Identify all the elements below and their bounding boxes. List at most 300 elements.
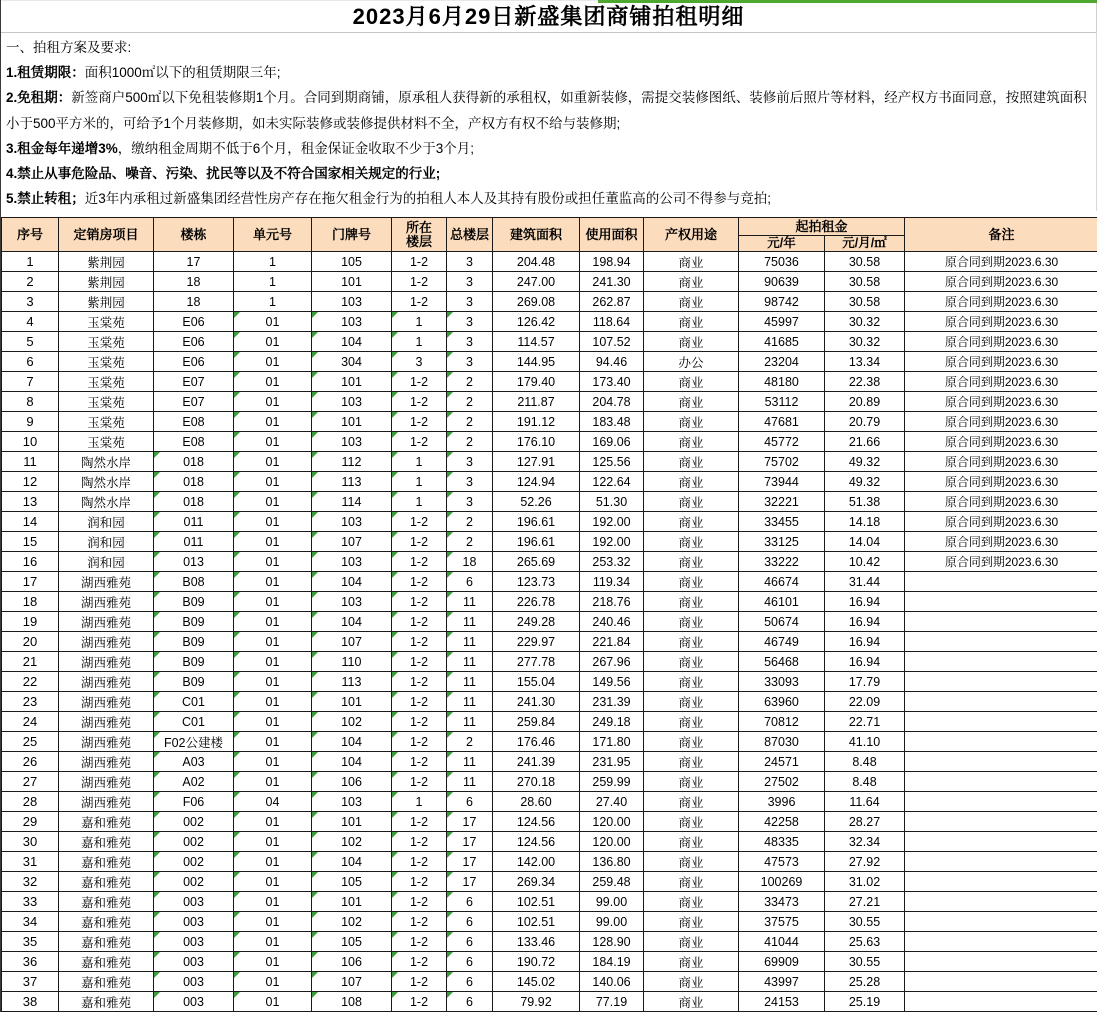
table-cell[interactable]: 原合同到期2023.6.30 bbox=[905, 252, 1097, 272]
table-cell[interactable]: 28 bbox=[2, 792, 59, 812]
table-cell[interactable]: B09 bbox=[154, 652, 234, 672]
table-cell[interactable]: 26 bbox=[2, 752, 59, 772]
table-cell[interactable]: 湖西雅苑 bbox=[59, 592, 154, 612]
table-cell[interactable]: 128.90 bbox=[580, 932, 644, 952]
table-cell[interactable]: 003 bbox=[154, 992, 234, 1012]
table-cell[interactable]: 7 bbox=[2, 372, 59, 392]
table-cell[interactable]: 商业 bbox=[644, 612, 739, 632]
table-cell[interactable]: 003 bbox=[154, 912, 234, 932]
table-cell[interactable] bbox=[905, 772, 1097, 792]
table-cell[interactable]: 270.18 bbox=[493, 772, 580, 792]
table-cell[interactable]: E07 bbox=[154, 392, 234, 412]
table-cell[interactable]: 商业 bbox=[644, 572, 739, 592]
table-cell[interactable]: 1-2 bbox=[392, 252, 447, 272]
table-cell[interactable]: 11 bbox=[2, 452, 59, 472]
table-cell[interactable]: 11 bbox=[447, 752, 493, 772]
table-cell[interactable]: 30.32 bbox=[825, 312, 905, 332]
table-cell[interactable]: 商业 bbox=[644, 292, 739, 312]
table-cell[interactable]: 101 bbox=[312, 412, 392, 432]
table-cell[interactable]: 136.80 bbox=[580, 852, 644, 872]
table-cell[interactable]: 114 bbox=[312, 492, 392, 512]
table-cell[interactable]: 1-2 bbox=[392, 852, 447, 872]
table-cell[interactable]: 嘉和雅苑 bbox=[59, 872, 154, 892]
table-cell[interactable]: 原合同到期2023.6.30 bbox=[905, 532, 1097, 552]
table-cell[interactable]: 49.32 bbox=[825, 452, 905, 472]
table-cell[interactable]: 304 bbox=[312, 352, 392, 372]
table-cell[interactable]: 50674 bbox=[739, 612, 825, 632]
table-cell[interactable]: 玉棠苑 bbox=[59, 432, 154, 452]
table-cell[interactable]: 77.19 bbox=[580, 992, 644, 1012]
table-cell[interactable]: 190.72 bbox=[493, 952, 580, 972]
table-cell[interactable]: 49.32 bbox=[825, 472, 905, 492]
table-cell[interactable]: B09 bbox=[154, 672, 234, 692]
table-cell[interactable]: 126.42 bbox=[493, 312, 580, 332]
table-cell[interactable]: 1-2 bbox=[392, 832, 447, 852]
table-cell[interactable]: 2 bbox=[447, 512, 493, 532]
table-cell[interactable]: 3 bbox=[392, 352, 447, 372]
table-cell[interactable]: 1 bbox=[234, 292, 312, 312]
table-cell[interactable]: 商业 bbox=[644, 652, 739, 672]
table-cell[interactable]: 27502 bbox=[739, 772, 825, 792]
table-cell[interactable] bbox=[905, 632, 1097, 652]
table-cell[interactable]: 22.38 bbox=[825, 372, 905, 392]
table-cell[interactable]: 18 bbox=[154, 272, 234, 292]
table-cell[interactable]: 267.96 bbox=[580, 652, 644, 672]
table-cell[interactable]: 1-2 bbox=[392, 892, 447, 912]
table-cell[interactable]: 87030 bbox=[739, 732, 825, 752]
table-cell[interactable]: 1 bbox=[234, 252, 312, 272]
table-cell[interactable]: 229.97 bbox=[493, 632, 580, 652]
table-cell[interactable]: 24153 bbox=[739, 992, 825, 1012]
table-cell[interactable]: 265.69 bbox=[493, 552, 580, 572]
table-cell[interactable]: 湖西雅苑 bbox=[59, 632, 154, 652]
table-cell[interactable]: 商业 bbox=[644, 592, 739, 612]
col-header-project[interactable]: 定销房项目 bbox=[59, 218, 154, 252]
table-cell[interactable]: 01 bbox=[234, 772, 312, 792]
table-cell[interactable]: E06 bbox=[154, 332, 234, 352]
table-cell[interactable]: 2 bbox=[447, 432, 493, 452]
table-cell[interactable]: 221.84 bbox=[580, 632, 644, 652]
table-cell[interactable]: 103 bbox=[312, 512, 392, 532]
table-cell[interactable]: 25.28 bbox=[825, 972, 905, 992]
table-cell[interactable]: B08 bbox=[154, 572, 234, 592]
table-cell[interactable]: 3 bbox=[447, 352, 493, 372]
table-cell[interactable]: 155.04 bbox=[493, 672, 580, 692]
table-cell[interactable]: 36 bbox=[2, 952, 59, 972]
table-cell[interactable]: 商业 bbox=[644, 892, 739, 912]
table-cell[interactable]: 002 bbox=[154, 832, 234, 852]
table-cell[interactable]: 003 bbox=[154, 952, 234, 972]
table-cell[interactable]: 104 bbox=[312, 732, 392, 752]
table-cell[interactable]: 6 bbox=[447, 992, 493, 1012]
table-cell[interactable]: A03 bbox=[154, 752, 234, 772]
table-cell[interactable]: 196.61 bbox=[493, 532, 580, 552]
table-cell[interactable]: 1-2 bbox=[392, 752, 447, 772]
table-cell[interactable]: 29 bbox=[2, 812, 59, 832]
table-cell[interactable]: 013 bbox=[154, 552, 234, 572]
table-cell[interactable]: 241.39 bbox=[493, 752, 580, 772]
table-cell[interactable]: 原合同到期2023.6.30 bbox=[905, 432, 1097, 452]
table-cell[interactable]: 商业 bbox=[644, 732, 739, 752]
table-cell[interactable]: 259.84 bbox=[493, 712, 580, 732]
table-cell[interactable]: 1 bbox=[392, 312, 447, 332]
table-cell[interactable]: 11 bbox=[447, 632, 493, 652]
table-cell[interactable]: 6 bbox=[447, 912, 493, 932]
col-header-remark[interactable]: 备注 bbox=[905, 218, 1097, 252]
table-cell[interactable]: 商业 bbox=[644, 392, 739, 412]
table-cell[interactable]: 17 bbox=[447, 812, 493, 832]
table-cell[interactable]: 湖西雅苑 bbox=[59, 772, 154, 792]
table-cell[interactable]: 231.95 bbox=[580, 752, 644, 772]
table-cell[interactable]: 43997 bbox=[739, 972, 825, 992]
table-cell[interactable]: 106 bbox=[312, 952, 392, 972]
table-cell[interactable]: 01 bbox=[234, 432, 312, 452]
table-cell[interactable]: 22 bbox=[2, 672, 59, 692]
table-cell[interactable]: E08 bbox=[154, 412, 234, 432]
table-cell[interactable]: 47681 bbox=[739, 412, 825, 432]
table-cell[interactable]: 018 bbox=[154, 492, 234, 512]
table-cell[interactable]: 3 bbox=[447, 472, 493, 492]
table-cell[interactable]: 31.44 bbox=[825, 572, 905, 592]
table-cell[interactable]: 商业 bbox=[644, 932, 739, 952]
table-cell[interactable]: 1-2 bbox=[392, 292, 447, 312]
table-cell[interactable]: 196.61 bbox=[493, 512, 580, 532]
table-cell[interactable]: 1 bbox=[392, 492, 447, 512]
table-cell[interactable]: 124.56 bbox=[493, 812, 580, 832]
table-cell[interactable]: 11 bbox=[447, 592, 493, 612]
table-cell[interactable]: 原合同到期2023.6.30 bbox=[905, 492, 1097, 512]
table-cell[interactable]: 5 bbox=[2, 332, 59, 352]
col-header-rent-per-month-sqm[interactable]: 元/月/㎡ bbox=[825, 236, 905, 252]
table-cell[interactable]: 1-2 bbox=[392, 692, 447, 712]
table-cell[interactable]: 11 bbox=[447, 692, 493, 712]
table-cell[interactable]: 14 bbox=[2, 512, 59, 532]
table-cell[interactable]: 011 bbox=[154, 512, 234, 532]
table-cell[interactable]: 湖西雅苑 bbox=[59, 792, 154, 812]
table-cell[interactable]: 商业 bbox=[644, 532, 739, 552]
table-cell[interactable]: 01 bbox=[234, 572, 312, 592]
table-cell[interactable]: 商业 bbox=[644, 872, 739, 892]
table-cell[interactable]: 45772 bbox=[739, 432, 825, 452]
table-cell[interactable]: 218.76 bbox=[580, 592, 644, 612]
table-cell[interactable]: 商业 bbox=[644, 432, 739, 452]
table-cell[interactable]: 商业 bbox=[644, 792, 739, 812]
table-cell[interactable]: 14.04 bbox=[825, 532, 905, 552]
table-cell[interactable]: 100269 bbox=[739, 872, 825, 892]
table-cell[interactable]: 商业 bbox=[644, 712, 739, 732]
table-cell[interactable]: B09 bbox=[154, 592, 234, 612]
table-cell[interactable]: 3996 bbox=[739, 792, 825, 812]
table-cell[interactable]: 玉棠苑 bbox=[59, 372, 154, 392]
table-cell[interactable]: F02公建楼 bbox=[154, 732, 234, 752]
table-cell[interactable]: 原合同到期2023.6.30 bbox=[905, 412, 1097, 432]
table-cell[interactable]: 30.55 bbox=[825, 912, 905, 932]
table-cell[interactable]: 1-2 bbox=[392, 432, 447, 452]
table-cell[interactable]: 110 bbox=[312, 652, 392, 672]
table-cell[interactable] bbox=[905, 652, 1097, 672]
table-cell[interactable]: 120.00 bbox=[580, 832, 644, 852]
table-cell[interactable]: 38 bbox=[2, 992, 59, 1012]
table-cell[interactable]: 20 bbox=[2, 632, 59, 652]
table-cell[interactable]: 6 bbox=[447, 892, 493, 912]
table-cell[interactable]: 11 bbox=[447, 712, 493, 732]
table-cell[interactable]: 113 bbox=[312, 472, 392, 492]
table-cell[interactable]: 01 bbox=[234, 972, 312, 992]
table-cell[interactable]: 11 bbox=[447, 672, 493, 692]
table-cell[interactable]: 15 bbox=[2, 532, 59, 552]
table-cell[interactable]: 011 bbox=[154, 532, 234, 552]
table-cell[interactable]: 1-2 bbox=[392, 932, 447, 952]
table-cell[interactable]: 1-2 bbox=[392, 772, 447, 792]
table-cell[interactable]: 191.12 bbox=[493, 412, 580, 432]
table-cell[interactable]: 1-2 bbox=[392, 732, 447, 752]
table-cell[interactable]: 1-2 bbox=[392, 592, 447, 612]
table-cell[interactable]: 45997 bbox=[739, 312, 825, 332]
table-cell[interactable]: 商业 bbox=[644, 992, 739, 1012]
table-cell[interactable]: 144.95 bbox=[493, 352, 580, 372]
table-cell[interactable]: 105 bbox=[312, 872, 392, 892]
table-cell[interactable]: 34 bbox=[2, 912, 59, 932]
table-cell[interactable]: 133.46 bbox=[493, 932, 580, 952]
table-cell[interactable]: 1 bbox=[392, 332, 447, 352]
table-cell[interactable]: 17 bbox=[2, 572, 59, 592]
table-cell[interactable]: 211.87 bbox=[493, 392, 580, 412]
table-cell[interactable]: 37575 bbox=[739, 912, 825, 932]
table-cell[interactable]: 118.64 bbox=[580, 312, 644, 332]
table-cell[interactable]: 2 bbox=[447, 372, 493, 392]
table-cell[interactable]: 46101 bbox=[739, 592, 825, 612]
table-cell[interactable]: 湖西雅苑 bbox=[59, 612, 154, 632]
table-cell[interactable]: 31 bbox=[2, 852, 59, 872]
table-cell[interactable]: 嘉和雅苑 bbox=[59, 852, 154, 872]
table-cell[interactable]: 240.46 bbox=[580, 612, 644, 632]
table-cell[interactable]: 8.48 bbox=[825, 752, 905, 772]
table-cell[interactable]: 253.32 bbox=[580, 552, 644, 572]
table-cell[interactable]: 204.78 bbox=[580, 392, 644, 412]
table-cell[interactable]: 25.63 bbox=[825, 932, 905, 952]
table-cell[interactable]: 商业 bbox=[644, 452, 739, 472]
table-cell[interactable]: 01 bbox=[234, 632, 312, 652]
table-cell[interactable]: 104 bbox=[312, 852, 392, 872]
table-cell[interactable]: 18 bbox=[447, 552, 493, 572]
table-cell[interactable]: 140.06 bbox=[580, 972, 644, 992]
table-cell[interactable]: 商业 bbox=[644, 252, 739, 272]
table-cell[interactable]: 125.56 bbox=[580, 452, 644, 472]
table-cell[interactable]: 17 bbox=[447, 832, 493, 852]
col-header-usage[interactable]: 产权用途 bbox=[644, 218, 739, 252]
table-cell[interactable]: 003 bbox=[154, 932, 234, 952]
table-cell[interactable]: 11.64 bbox=[825, 792, 905, 812]
table-cell[interactable]: 商业 bbox=[644, 272, 739, 292]
table-cell[interactable] bbox=[905, 832, 1097, 852]
table-cell[interactable]: 104 bbox=[312, 752, 392, 772]
table-cell[interactable]: 13 bbox=[2, 492, 59, 512]
table-cell[interactable]: 17 bbox=[447, 872, 493, 892]
table-cell[interactable]: 33473 bbox=[739, 892, 825, 912]
col-header-unit[interactable]: 单元号 bbox=[234, 218, 312, 252]
table-cell[interactable]: 226.78 bbox=[493, 592, 580, 612]
table-cell[interactable] bbox=[905, 572, 1097, 592]
table-cell[interactable] bbox=[905, 912, 1097, 932]
table-cell[interactable]: 20.79 bbox=[825, 412, 905, 432]
table-cell[interactable]: 原合同到期2023.6.30 bbox=[905, 332, 1097, 352]
table-cell[interactable]: 商业 bbox=[644, 632, 739, 652]
table-cell[interactable]: 商业 bbox=[644, 812, 739, 832]
table-cell[interactable]: 原合同到期2023.6.30 bbox=[905, 452, 1097, 472]
table-cell[interactable]: 嘉和雅苑 bbox=[59, 972, 154, 992]
table-cell[interactable]: 94.46 bbox=[580, 352, 644, 372]
table-cell[interactable]: 1-2 bbox=[392, 612, 447, 632]
table-cell[interactable]: 01 bbox=[234, 472, 312, 492]
table-cell[interactable]: 1-2 bbox=[392, 512, 447, 532]
table-cell[interactable]: C01 bbox=[154, 692, 234, 712]
col-header-building[interactable]: 楼栋 bbox=[154, 218, 234, 252]
table-cell[interactable]: 69909 bbox=[739, 952, 825, 972]
table-cell[interactable]: 35 bbox=[2, 932, 59, 952]
table-cell[interactable]: 149.56 bbox=[580, 672, 644, 692]
table-cell[interactable]: 原合同到期2023.6.30 bbox=[905, 312, 1097, 332]
table-cell[interactable]: 27.40 bbox=[580, 792, 644, 812]
col-header-door[interactable]: 门牌号 bbox=[312, 218, 392, 252]
table-cell[interactable]: 37 bbox=[2, 972, 59, 992]
table-cell[interactable]: 商业 bbox=[644, 852, 739, 872]
table-cell[interactable]: 33125 bbox=[739, 532, 825, 552]
table-cell[interactable]: 176.46 bbox=[493, 732, 580, 752]
table-cell[interactable]: 124.94 bbox=[493, 472, 580, 492]
table-cell[interactable] bbox=[905, 612, 1097, 632]
table-cell[interactable]: E06 bbox=[154, 312, 234, 332]
table-cell[interactable]: 陶然水岸 bbox=[59, 472, 154, 492]
table-cell[interactable]: 商业 bbox=[644, 372, 739, 392]
table-cell[interactable]: 01 bbox=[234, 832, 312, 852]
table-cell[interactable]: 商业 bbox=[644, 752, 739, 772]
table-cell[interactable]: 75036 bbox=[739, 252, 825, 272]
table-cell[interactable]: 湖西雅苑 bbox=[59, 572, 154, 592]
table-cell[interactable]: 6 bbox=[447, 972, 493, 992]
table-cell[interactable]: 21 bbox=[2, 652, 59, 672]
table-cell[interactable]: 紫荆园 bbox=[59, 272, 154, 292]
table-cell[interactable]: 1-2 bbox=[392, 412, 447, 432]
table-cell[interactable]: F06 bbox=[154, 792, 234, 812]
table-cell[interactable]: 玉棠苑 bbox=[59, 332, 154, 352]
table-cell[interactable]: 01 bbox=[234, 372, 312, 392]
table-cell[interactable]: 01 bbox=[234, 552, 312, 572]
table-cell[interactable]: 21.66 bbox=[825, 432, 905, 452]
table-cell[interactable]: 249.28 bbox=[493, 612, 580, 632]
table-cell[interactable]: 53112 bbox=[739, 392, 825, 412]
table-cell[interactable]: 1-2 bbox=[392, 672, 447, 692]
table-cell[interactable]: 玉棠苑 bbox=[59, 412, 154, 432]
table-cell[interactable]: 73944 bbox=[739, 472, 825, 492]
table-cell[interactable]: 3 bbox=[447, 332, 493, 352]
table-cell[interactable]: 108 bbox=[312, 992, 392, 1012]
table-cell[interactable]: 办公 bbox=[644, 352, 739, 372]
table-cell[interactable]: 12 bbox=[2, 472, 59, 492]
table-cell[interactable]: 142.00 bbox=[493, 852, 580, 872]
table-cell[interactable]: 9 bbox=[2, 412, 59, 432]
table-cell[interactable]: 16 bbox=[2, 552, 59, 572]
table-cell[interactable]: 269.34 bbox=[493, 872, 580, 892]
table-cell[interactable]: 2 bbox=[447, 392, 493, 412]
table-cell[interactable]: 01 bbox=[234, 652, 312, 672]
table-cell[interactable]: 102 bbox=[312, 832, 392, 852]
table-cell[interactable]: 嘉和雅苑 bbox=[59, 892, 154, 912]
table-cell[interactable] bbox=[905, 932, 1097, 952]
table-cell[interactable]: 102.51 bbox=[493, 892, 580, 912]
table-cell[interactable]: 3 bbox=[447, 272, 493, 292]
table-cell[interactable]: 湖西雅苑 bbox=[59, 712, 154, 732]
table-cell[interactable]: 01 bbox=[234, 752, 312, 772]
table-cell[interactable]: 1-2 bbox=[392, 572, 447, 592]
table-cell[interactable]: 3 bbox=[447, 252, 493, 272]
table-cell[interactable]: 25 bbox=[2, 732, 59, 752]
table-cell[interactable]: 107 bbox=[312, 532, 392, 552]
table-cell[interactable]: 184.19 bbox=[580, 952, 644, 972]
table-cell[interactable]: 11 bbox=[447, 652, 493, 672]
table-cell[interactable]: 103 bbox=[312, 432, 392, 452]
table-cell[interactable]: 33093 bbox=[739, 672, 825, 692]
table-cell[interactable]: 123.73 bbox=[493, 572, 580, 592]
table-cell[interactable]: 198.94 bbox=[580, 252, 644, 272]
table-cell[interactable]: 湖西雅苑 bbox=[59, 672, 154, 692]
table-cell[interactable]: 241.30 bbox=[493, 692, 580, 712]
table-cell[interactable]: 247.00 bbox=[493, 272, 580, 292]
table-cell[interactable]: 27.92 bbox=[825, 852, 905, 872]
table-cell[interactable]: 18 bbox=[154, 292, 234, 312]
table-cell[interactable]: 润和园 bbox=[59, 552, 154, 572]
table-cell[interactable]: 6 bbox=[2, 352, 59, 372]
col-header-seq[interactable]: 序号 bbox=[2, 218, 59, 252]
table-cell[interactable]: 原合同到期2023.6.30 bbox=[905, 392, 1097, 412]
table-cell[interactable]: 79.92 bbox=[493, 992, 580, 1012]
table-cell[interactable]: 249.18 bbox=[580, 712, 644, 732]
table-cell[interactable]: 01 bbox=[234, 732, 312, 752]
table-cell[interactable]: 112 bbox=[312, 452, 392, 472]
table-cell[interactable]: 1-2 bbox=[392, 652, 447, 672]
col-header-build-area[interactable]: 建筑面积 bbox=[493, 218, 580, 252]
table-cell[interactable]: 18 bbox=[2, 592, 59, 612]
table-cell[interactable]: 119.34 bbox=[580, 572, 644, 592]
table-cell[interactable]: E08 bbox=[154, 432, 234, 452]
table-cell[interactable]: 259.48 bbox=[580, 872, 644, 892]
table-cell[interactable]: 24571 bbox=[739, 752, 825, 772]
table-cell[interactable] bbox=[905, 752, 1097, 772]
table-cell[interactable]: 105 bbox=[312, 932, 392, 952]
table-cell[interactable]: 原合同到期2023.6.30 bbox=[905, 372, 1097, 392]
table-cell[interactable]: 1-2 bbox=[392, 552, 447, 572]
table-cell[interactable] bbox=[905, 732, 1097, 752]
table-cell[interactable]: 41044 bbox=[739, 932, 825, 952]
table-cell[interactable]: 51.38 bbox=[825, 492, 905, 512]
table-cell[interactable]: 23 bbox=[2, 692, 59, 712]
table-cell[interactable]: 3 bbox=[447, 452, 493, 472]
table-cell[interactable]: 269.08 bbox=[493, 292, 580, 312]
table-cell[interactable]: 30.55 bbox=[825, 952, 905, 972]
table-cell[interactable]: 104 bbox=[312, 332, 392, 352]
table-cell[interactable]: 107 bbox=[312, 972, 392, 992]
table-cell[interactable]: 湖西雅苑 bbox=[59, 652, 154, 672]
table-cell[interactable]: 30.58 bbox=[825, 252, 905, 272]
table-cell[interactable]: 3 bbox=[447, 292, 493, 312]
table-cell[interactable]: 4 bbox=[2, 312, 59, 332]
table-cell[interactable]: 01 bbox=[234, 412, 312, 432]
table-cell[interactable]: 6 bbox=[447, 952, 493, 972]
table-cell[interactable]: 241.30 bbox=[580, 272, 644, 292]
table-cell[interactable]: 嘉和雅苑 bbox=[59, 912, 154, 932]
table-cell[interactable]: 17.79 bbox=[825, 672, 905, 692]
table-cell[interactable]: 湖西雅苑 bbox=[59, 692, 154, 712]
table-cell[interactable]: 51.30 bbox=[580, 492, 644, 512]
